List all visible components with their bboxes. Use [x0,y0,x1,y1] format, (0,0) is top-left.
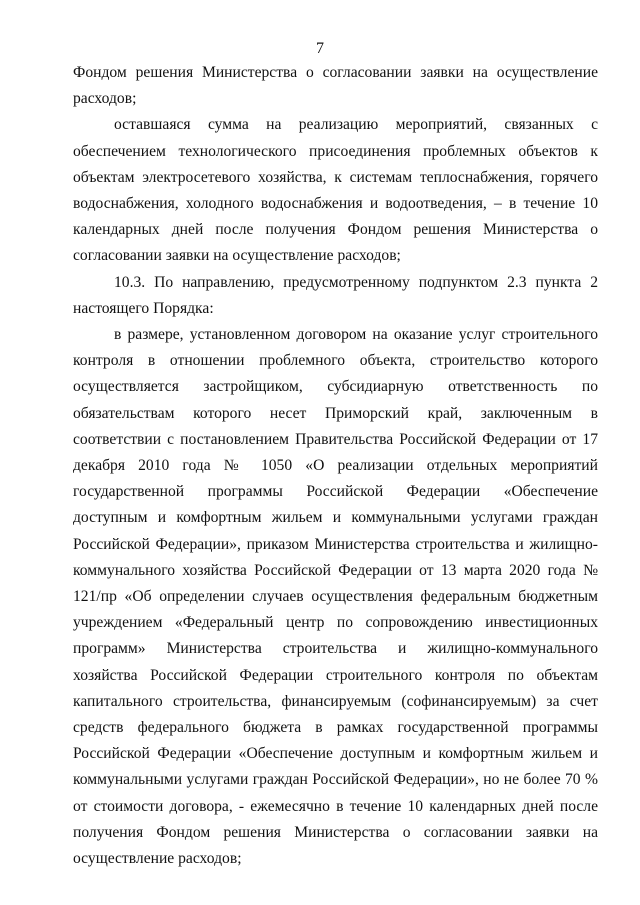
page-number: 7 [316,40,324,57]
document-body [73,60,598,872]
paragraph-continuation: Фондом решения Министерства о согласовании заявки на осуществление расходов; [73,64,598,108]
paragraph-clause-10-3: 10.3. По направлению, предусмотренному подпунктом 2.3 пункта 2 настоящего Порядка: [73,273,598,317]
paragraph-construction-control: в размере, установленном договором на оказание услуг строительного контроля в отношении проблемного объекта, строительство которого осуществляется застройщиком, субсидиарную ответственность по обязательствам которого несет Приморский край, заключенным в соответствии с постановлением Правительства Российской Федерации от 17 декабря 2010 года № 1050 «О реализации отдельных мероприятий государственной программы Российской Федерации «Обеспечение доступным и комфортным жильем и коммунальными услугами граждан Российской Федерации», приказом Министерства строительства и жилищно-коммунального хозяйства Российской Федерации от 13 марта 2020 года № 121/пр «Об определении случаев осуществления федеральным бюджетным учреждением «Федеральный центр по сопровождению инвестиционных программ» Министерства строительства и жилищно-коммунального хозяйства Российской Федерации строительного контроля по объектам капитального строительства, финансируемым (софинансируемым) за счет средств федерального бюджета в рамках государственной программы Российской Федерации «Обеспечение доступным и комфортным жильем и коммунальными услугами граждан Российской Федерации», но не более 70 % от стоимости договора, - ежемесячно в течение 10 календарных дней после получения Фондом решения Министерства о согласовании заявки на осуществление расходов; [73,326,598,868]
paragraph-remaining-sum: оставшаяся сумма на реализацию мероприятий, связанных с обеспечением технологического присоединения проблемных объектов к объектам электросетевого хозяйства, к системам теплоснабжения, горячего водоснабжения, холодного водоснабжения и водоотведения, – в течение 10 календарных дней после получения Фондом решения Министерства о согласовании заявки на осуществление расходов; [73,116,598,265]
